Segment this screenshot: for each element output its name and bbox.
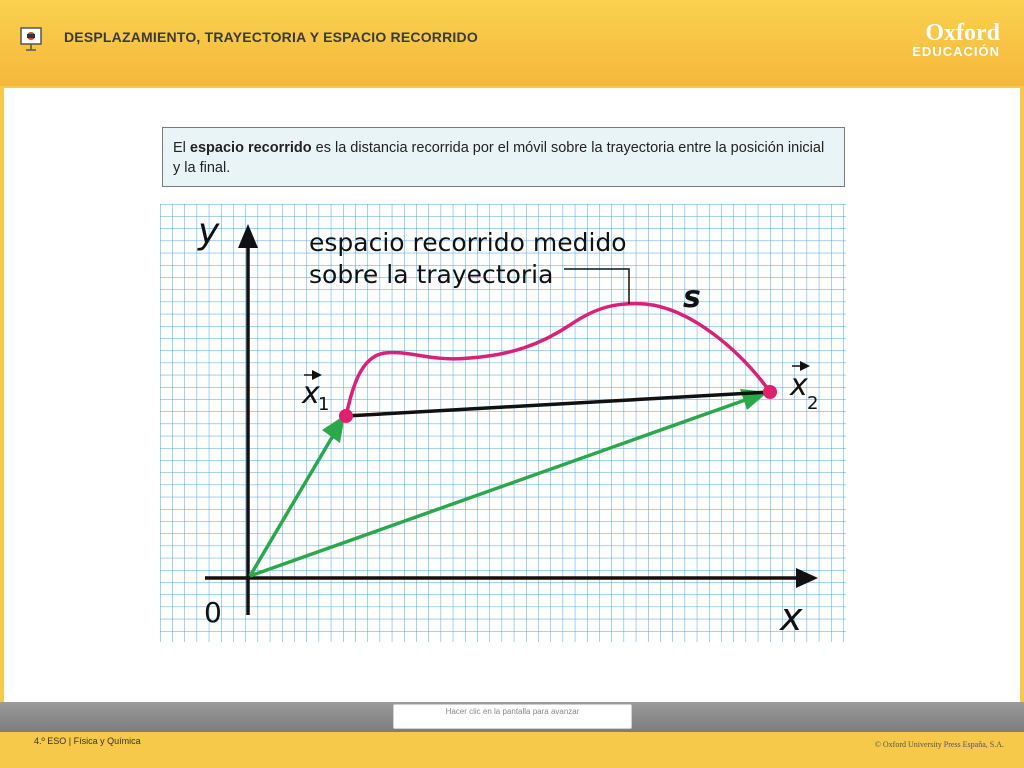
definition-after: es la distancia recorrida por el móvil sobre la trayectoria entre la posición inicial y la final. [173,140,825,176]
definition-before: El [173,140,190,156]
y-axis-label: y [198,211,220,252]
page-title: DESPLAZAMIENTO, TRAYECTORIA Y ESPACIO RECORRIDO [64,29,478,45]
x-axis-label: x [780,595,803,639]
initial-position-dot [339,409,353,423]
callout-line2: sobre la trayectoria [309,260,554,289]
x2-label: x [790,368,808,403]
copyright-notice: © Oxford University Press España, S.A. [874,740,1004,749]
advance-hint-button[interactable]: Hacer clic en la pantalla para avanzar [393,704,632,729]
course-label: 4.º ESO | Física y Química [34,736,141,746]
origin-label: 0 [204,596,222,629]
x2-subscript: 2 [807,393,819,414]
brand-line1: Oxford [925,20,1000,46]
x1-label: x [302,376,320,411]
callout-line1: espacio recorrido medido [309,228,627,257]
final-position-dot [763,385,777,399]
brand-line2: EDUCACIÓN [912,44,1000,59]
definition-term: espacio recorrido [189,140,312,156]
x1-subscript: 1 [318,394,330,415]
s-label: s [683,280,701,315]
